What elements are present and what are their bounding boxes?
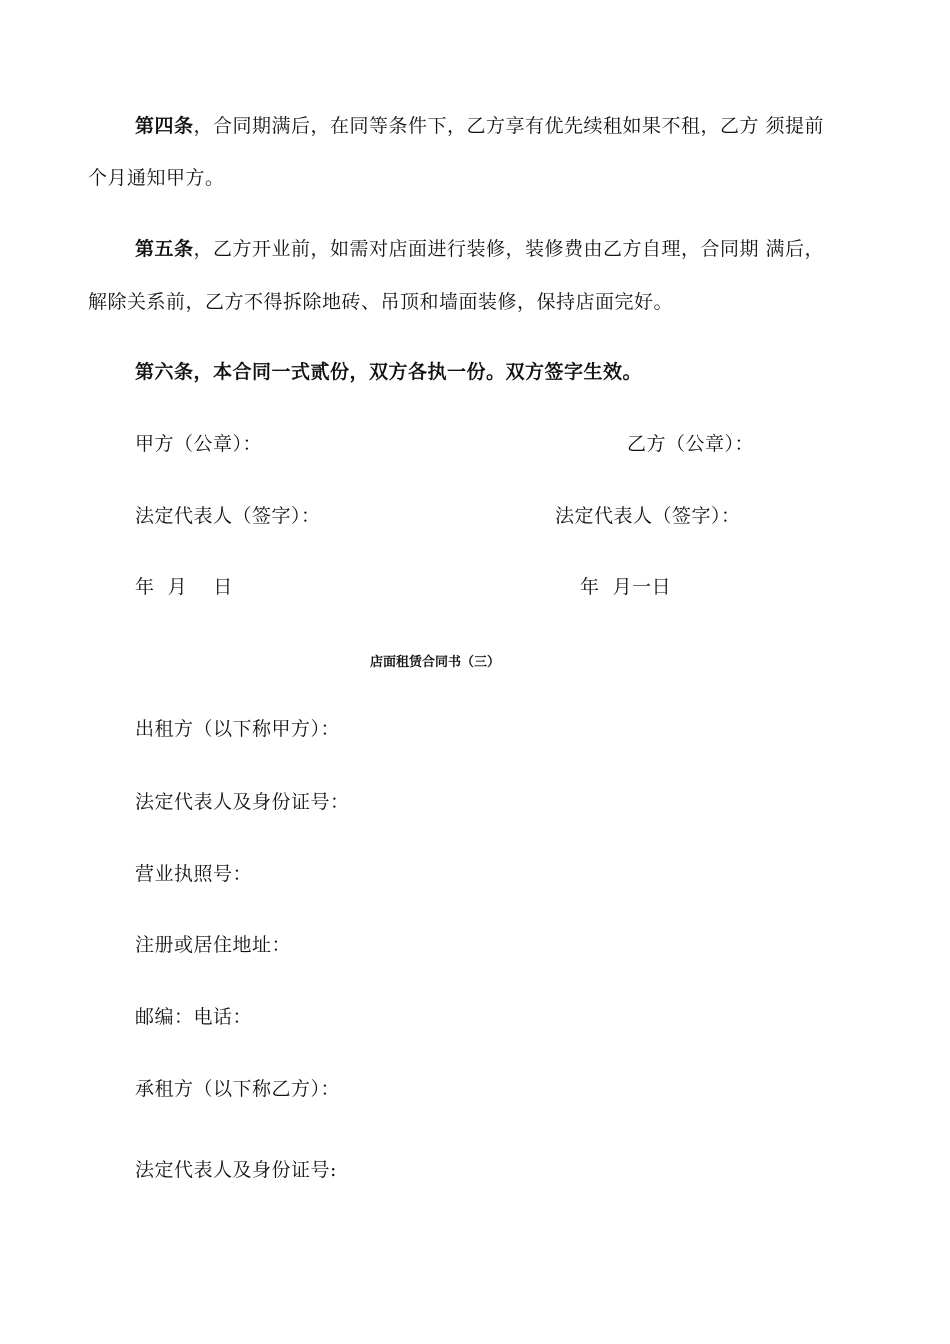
article6-text: 第六条，本合同一式贰份，双方各执一份。双方签字生效。 [135,361,643,383]
lessee-field: 承租方（以下称乙方）： [135,1078,341,1100]
article4-line2: 个月通知甲方。 [88,167,225,189]
article4-text: ，合同期满后，在同等条件下，乙方享有优先续租如果不租，乙方 须提前 [193,115,825,137]
article4-line1 [135,114,824,138]
postcode-phone-field: 邮编：电话： [135,1006,253,1028]
address-field: 注册或居住地址： [135,934,292,956]
party-a-date: 年 月 日 [135,576,233,598]
article5-line2: 解除关系前，乙方不得拆除地砖、吊顶和墙面装修，保持店面完好。 [88,291,674,313]
party-b-seal: 乙方（公章）： [627,433,755,455]
party-b-rep: 法定代表人（签字）： [555,505,741,527]
article5-heading: 第五条 [135,238,194,260]
license-field: 营业执照号： [135,863,253,885]
party-a-seal: 甲方（公章）： [135,433,263,455]
lessee-rep-id-field: 法定代表人及身份证号: [135,1159,337,1181]
party-b-date: 年 月一日 [580,576,672,598]
lessor-rep-id-field: 法定代表人及身份证号： [135,791,350,813]
lessor-field: 出租方（以下称甲方）： [135,718,341,740]
article5-text: ，乙方开业前，如需对店面进行装修，装修费由乙方自理，合同期 满后， [193,238,825,260]
article5-line1 [135,237,824,261]
contract3-title: 店面租赁合同书（三） [370,655,501,670]
party-a-rep: 法定代表人（签字）： [135,505,321,527]
article4-heading: 第四条 [135,115,194,137]
